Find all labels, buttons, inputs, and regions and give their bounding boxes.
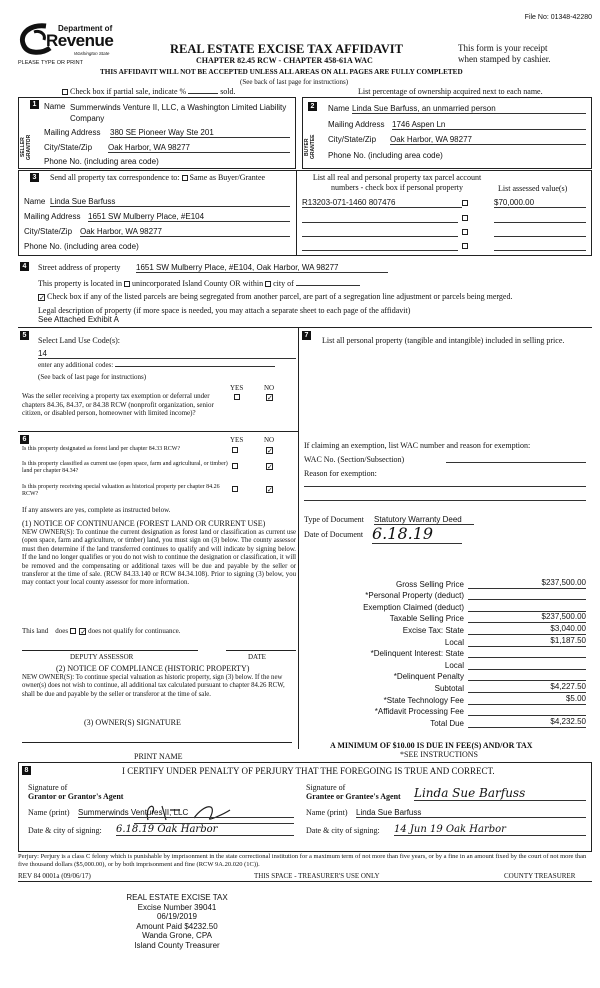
tax-row-value[interactable]: $3,040.00 [468, 624, 586, 635]
doc-date-value[interactable]: 6.18.19 [372, 524, 462, 544]
sec6-q2: Is this property classified as current use (open space, farm and agricultural, or timber) land per chapter 84.34? [22, 461, 228, 474]
parcel-3-personal-checkbox[interactable] [462, 229, 468, 235]
segregated-checkbox[interactable]: ✓ [39, 293, 45, 302]
tax-row [304, 716, 586, 728]
assessed-row-4[interactable] [494, 250, 586, 251]
exemption-no-checkbox[interactable]: ✓ [267, 394, 273, 402]
does-not-label: does not [88, 627, 112, 635]
see-instructions: *SEE INSTRUCTIONS [400, 750, 479, 759]
located-in [38, 279, 360, 288]
print-name-line[interactable] [22, 742, 292, 743]
corr-name-value[interactable]: Linda Sue Barfuss [50, 197, 290, 207]
certify-statement: I CERTIFY UNDER PENALTY OF PERJURY THAT THE FOREGOING IS TRUE AND CORRECT. [122, 766, 495, 776]
correspondence-heading-text: Send all property tax correspondence to: [50, 173, 180, 182]
tax-row [304, 658, 586, 670]
grantee-sig-label-2: Grantee or Grantee's Agent [306, 792, 401, 801]
grantee-name-value[interactable]: Linda Sue Barfuss [356, 808, 586, 818]
print-name-label: PRINT NAME [134, 752, 183, 761]
notice2-title: (2) NOTICE OF COMPLIANCE (HISTORIC PROPERTY) [56, 664, 250, 673]
stamp-line-6: Island County Treasurer [134, 940, 220, 950]
tax-row-value[interactable] [468, 705, 586, 716]
legal-description-value[interactable]: See Attached Exhibit A [38, 315, 119, 324]
list-percentage: List percentage of ownership acquired next to each name. [358, 87, 543, 96]
buyer-name-label: Name [328, 104, 350, 113]
continuance-row [22, 627, 180, 635]
tax-row-value[interactable]: $237,500.00 [468, 612, 586, 623]
grantor-date-label: Date & city of signing: [28, 826, 102, 835]
section-4-badge: 4 [20, 262, 29, 271]
deputy-date-label: DATE [248, 653, 266, 661]
parcel-row-3[interactable] [302, 236, 458, 237]
partial-sale-label: Check box if partial sale, indicate % [70, 87, 187, 96]
assessed-row-1[interactable]: $70,000.00 [494, 198, 586, 208]
additional-codes-label: enter any additional codes: [38, 361, 114, 369]
perjury-notice: Perjury: Perjury is a class C felony which is punishable by imprisonment in the state correctional institution for a maximum term of not more than five years, or by a fine in an amount fixed by the court of not more than five thousand dollars ($5,000.00), or by both imprisonment and fine (RCW 9A.20.020 (1C)). [18, 853, 587, 868]
this-land-label: This land [22, 627, 49, 635]
street-address-label: Street address of property [38, 263, 121, 272]
located-text: This property is located in [38, 279, 122, 288]
buyer-city-label: City/State/Zip [328, 135, 377, 144]
tax-row-label: *Delinquent Interest: State [370, 649, 464, 659]
tax-row-label: Total Due [430, 718, 464, 728]
deputy-date-line[interactable] [226, 650, 296, 651]
tax-row-value[interactable]: $4,227.50 [468, 682, 586, 693]
tax-row-label: Gross Selling Price [395, 579, 464, 589]
stamp-line-4: Amount Paid $4232.50 [136, 921, 218, 931]
tax-row-label: Local [444, 660, 464, 670]
land-use-label: Select Land Use Code(s): [38, 336, 120, 345]
stamp-line-1: REAL ESTATE EXCISE TAX [126, 893, 228, 902]
corr-phone-label: Phone No. (including area code) [24, 242, 139, 251]
land-use-value[interactable]: 14 [38, 349, 296, 359]
grantor-sig-label-1: Signature of [28, 783, 68, 792]
tax-row-label: *State Technology Fee [383, 695, 464, 705]
tax-row-value[interactable] [468, 589, 586, 600]
q2-yes-checkbox[interactable] [232, 463, 238, 469]
receipt-note-1: This form is your receipt [458, 43, 548, 53]
segregated-row [38, 292, 598, 301]
stamp-line-5: Wanda Grone, CPA [142, 931, 212, 940]
exemption-claim-label: If claiming an exemption, list WAC number and reason for exemption: [304, 441, 531, 450]
parcel-row-4[interactable] [302, 250, 458, 251]
tax-row-value[interactable] [468, 670, 586, 681]
tax-row-label: *Affidavit Processing Fee [374, 707, 464, 717]
exemption-question: Was the seller receiving a property tax exemption or deferral under chapters 84.36, 84.37, or 84.38 RCW (nonprofit organization, senior citizen, or disabled person, homeowner with limited income)? [22, 392, 214, 417]
doc-type-label: Type of Document [304, 515, 364, 524]
city-of-field[interactable] [296, 285, 360, 286]
grantee-sig-label-1: Signature of [306, 783, 346, 792]
personal-property-label: List all personal property (tangible and intangible) included in selling price. [322, 336, 565, 345]
partial-sale-checkbox[interactable] [62, 89, 68, 95]
grantor-sig-label-2: Grantor or Grantor's Agent [28, 792, 124, 801]
if-yes-note: If any answers are yes, complete as instructed below. [22, 506, 171, 514]
same-as-buyer-label: Same as Buyer/Grantee [189, 173, 266, 182]
grantee-date-value[interactable]: 14 Jun 19 Oak Harbor [394, 824, 586, 836]
notice1-body: NEW OWNER(S): To continue the current designation as forest land or classification as current use (open space, farm and agriculture, or timber) land, you must sign on (3) below. The county assessor must then determine if the land transferred continues to qualify and will indicate by signing below. If the land no longer qualifies or you do not wish to continue the designation or classification, it will be removed and the compensating or additional taxes will be due and payable by the seller or transferor at the time of sale. (RCW 84.33.140 or RCW 84.34.108). Prior to signing (3) below, you may contact your local county assessor for more information. [22, 529, 296, 587]
sec6-yes-header: YES [230, 436, 244, 444]
seller-name-value[interactable]: Summerwinds Venture II, LLC, a Washington Limited Liability Company [70, 103, 287, 123]
seller-side-label: SELLER GRANTOR [20, 134, 32, 160]
corr-city-value[interactable]: Oak Harbor, WA 98277 [80, 227, 290, 237]
seller-mailing-value[interactable]: 380 SE Pioneer Way Ste 201 [110, 128, 290, 138]
parcel-2-personal-checkbox[interactable] [462, 215, 468, 221]
tax-row [304, 693, 586, 705]
unincorporated-checkbox[interactable] [124, 281, 130, 287]
owner-signature-label: (3) OWNER(S) SIGNATURE [84, 718, 181, 727]
buyer-city-value[interactable]: Oak Harbor, WA 98277 [390, 135, 586, 145]
corr-mailing-value[interactable]: 1651 SW Mulberry Place, #E104 [88, 212, 290, 222]
partial-percent-field[interactable] [188, 93, 218, 94]
segregated-text: Check box if any of the listed parcels are being segregated from another parcel, are part of a segregation line adjustment or parcels being merged. [47, 292, 513, 301]
assessed-row-2[interactable] [494, 222, 586, 223]
dept-line1: Department of [58, 24, 113, 33]
grantee-signature[interactable]: Linda Sue Barfuss [414, 786, 586, 801]
notice2-body: NEW OWNER(S): To continue special valuation as historic property, sign (3) below. If the new owner(s) does not wish to continue, all additional tax calculated pursuant to chapter 84.26 RCW, shall be due and payable by the seller or transferor at the time of sale. [22, 674, 285, 698]
tax-row-value[interactable]: $237,500.00 [468, 578, 586, 589]
parcel-1-personal-checkbox[interactable] [462, 200, 468, 206]
exemption-yes-checkbox[interactable] [234, 394, 240, 400]
section-1-badge: 1 [30, 100, 39, 109]
partial-sale [62, 87, 236, 96]
additional-codes [38, 361, 275, 369]
dept-line2: Revenue [46, 31, 114, 50]
section-2-badge: 2 [308, 102, 317, 111]
tax-row-label: Excise Tax: State [402, 625, 464, 635]
grantor-date-value[interactable]: 6.18.19 Oak Harbor [116, 824, 294, 836]
additional-codes-field[interactable] [115, 366, 275, 367]
dor-logo [16, 18, 126, 64]
does-not-checkbox[interactable]: ✓ [80, 627, 87, 636]
tax-row-label: Exemption Claimed (deduct) [363, 602, 464, 612]
buyer-phone-label: Phone No. (including area code) [328, 151, 443, 160]
corr-city-label: City/State/Zip [24, 227, 73, 236]
deputy-assessor-label: DEPUTY ASSESSOR [70, 653, 134, 661]
tax-row-label: *Delinquent Penalty [393, 672, 464, 682]
wac-field[interactable] [446, 462, 586, 463]
q1-yes-checkbox[interactable] [232, 447, 238, 453]
buyer-mailing-label: Mailing Address [328, 120, 385, 129]
seller-phone-label: Phone No. (including area code) [44, 157, 159, 166]
correspondence-heading [50, 173, 265, 182]
parcel-row-1[interactable]: R13203-071-1460 807476 [302, 198, 462, 208]
q2-no-checkbox[interactable]: ✓ [267, 463, 273, 471]
parcel-4-personal-checkbox[interactable] [462, 243, 468, 249]
buyer-mailing-value[interactable]: 1746 Aspen Ln [392, 120, 586, 130]
corr-mailing-label: Mailing Address [24, 212, 81, 221]
same-as-buyer-checkbox[interactable] [182, 175, 188, 181]
warning-banner: THIS AFFIDAVIT WILL NOT BE ACCEPTED UNLESS ALL AREAS ON ALL PAGES ARE FULLY COMPLETED [100, 68, 463, 76]
minimum-fee-note: A MINIMUM OF $10.00 IS DUE IN FEE(S) AND/OR TAX [330, 741, 533, 750]
treasurer-use-label: THIS SPACE - TREASURER'S USE ONLY [254, 872, 380, 880]
stamp-line-2: Excise Number 39041 [137, 902, 217, 912]
tax-row-label: Taxable Selling Price [389, 614, 464, 624]
tax-row-value[interactable]: $5.00 [468, 694, 586, 705]
county-treasurer-label: COUNTY TREASURER [504, 872, 576, 880]
form-chapter: CHAPTER 82.45 RCW - CHAPTER 458-61A WAC [196, 56, 373, 65]
form-title: REAL ESTATE EXCISE TAX AFFIDAVIT [170, 42, 403, 56]
notice1-title: (1) NOTICE OF CONTINUANCE (FOREST LAND OR CURRENT USE) [22, 519, 266, 528]
parcel-row-2[interactable] [302, 222, 458, 223]
reason-label: Reason for exemption: [304, 469, 377, 478]
unincorporated-label: unincorporated Island County OR within [131, 279, 264, 288]
doc-date-label: Date of Document [304, 530, 364, 539]
tax-row-value[interactable]: $1,187.50 [468, 636, 586, 647]
tax-row [304, 705, 586, 717]
q3-no-checkbox[interactable]: ✓ [267, 486, 273, 494]
stamp-line-3: 06/19/2019 [156, 912, 198, 921]
legal-description-label: Legal description of property (if more space is needed, you may attach a separate sheet to each page of the affidavit) [38, 306, 411, 315]
sec5-no-header: NO [264, 384, 275, 392]
does-label: does [55, 627, 69, 635]
corr-name-label: Name [24, 197, 46, 206]
tax-row [304, 670, 586, 682]
treasurer-stamp [118, 893, 236, 950]
tax-row-label: Local [444, 637, 464, 647]
section-6-badge: 6 [20, 435, 29, 444]
grantee-name-label: Name (print) [306, 808, 348, 817]
street-address-value[interactable]: 1651 SW Mulberry Place, #E104, Oak Harbor, WA 98277 [136, 263, 388, 273]
seller-city-label: City/State/Zip [44, 143, 93, 152]
parcel-heading [302, 173, 492, 193]
section-8-badge: 8 [22, 766, 31, 775]
city-of-checkbox[interactable] [265, 281, 271, 287]
parcel-heading-2: numbers - check box if personal property [331, 183, 463, 192]
please-type: PLEASE TYPE OR PRINT [18, 60, 84, 66]
buyer-name-value[interactable]: Linda Sue Barfuss, an unmarried person [352, 104, 586, 114]
see-back-header: (See back of last page for instructions) [240, 78, 349, 86]
tax-row-value[interactable] [468, 647, 586, 658]
receipt-note-2: when stamped by cashier. [458, 54, 551, 64]
section-7-badge: 7 [302, 331, 311, 340]
assessed-row-3[interactable] [494, 236, 586, 237]
grantee-date-label: Date & city of signing: [306, 826, 380, 835]
q1-no-checkbox[interactable]: ✓ [267, 447, 273, 455]
tax-row-label: *Personal Property (deduct) [365, 591, 464, 601]
parcel-heading-1: List all real and personal property tax parcel account [312, 173, 482, 182]
section-5-badge: 5 [20, 331, 29, 340]
section-3-badge: 3 [30, 173, 39, 182]
tax-row [304, 623, 586, 635]
tax-row [304, 600, 586, 612]
tax-row-value[interactable]: $4,232.50 [468, 717, 586, 728]
tax-table [304, 577, 586, 728]
reason-field-1[interactable] [304, 486, 586, 487]
tax-row [304, 647, 586, 659]
sec5-yes-header: YES [230, 384, 244, 392]
file-number: File No: 01348-42280 [524, 14, 592, 21]
q3-yes-checkbox[interactable] [232, 486, 238, 492]
tax-row [304, 577, 586, 589]
tax-row [304, 589, 586, 601]
qualify-label: qualify for continuance. [113, 627, 181, 635]
buyer-side-label: BUYER GRANTEE [304, 134, 316, 160]
tax-row [304, 681, 586, 693]
deputy-assessor-line[interactable] [22, 650, 198, 651]
wac-label: WAC No. (Section/Subsection) [304, 455, 405, 464]
tax-row [304, 612, 586, 624]
grantor-name-label: Name (print) [28, 808, 70, 817]
sec6-q1: Is this property designated as forest land per chapter 84.33 RCW? [22, 446, 181, 452]
tax-row-value[interactable] [468, 659, 586, 670]
seller-city-value[interactable]: Oak Harbor, WA 98277 [108, 143, 290, 153]
rev-number: REV 84 0001a (09/06/17) [18, 872, 91, 880]
doc-type-value[interactable]: Statutory Warranty Deed [374, 515, 474, 525]
seller-mailing-label: Mailing Address [44, 128, 101, 137]
tax-row [304, 635, 586, 647]
does-checkbox[interactable] [70, 628, 76, 634]
city-of-label: city of [273, 279, 294, 288]
assessed-heading: List assessed value(s) [498, 184, 568, 193]
sold-label: sold. [220, 87, 236, 96]
see-back-sec5: (See back of last page for instructions) [38, 373, 147, 381]
reason-field-2[interactable] [304, 500, 586, 501]
seller-name-label: Name [44, 102, 66, 111]
grantor-name-value[interactable]: Summerwinds Ventures II, LLC [78, 808, 294, 818]
sec6-q3: Is this property receiving special valuation as historical property per chapter 84.26 RCW? [22, 484, 220, 497]
tax-row-value[interactable] [468, 601, 586, 612]
sec6-no-header: NO [264, 436, 275, 444]
dept-line3: Washington State [74, 51, 110, 56]
tax-row-label: Subtotal [434, 683, 464, 693]
